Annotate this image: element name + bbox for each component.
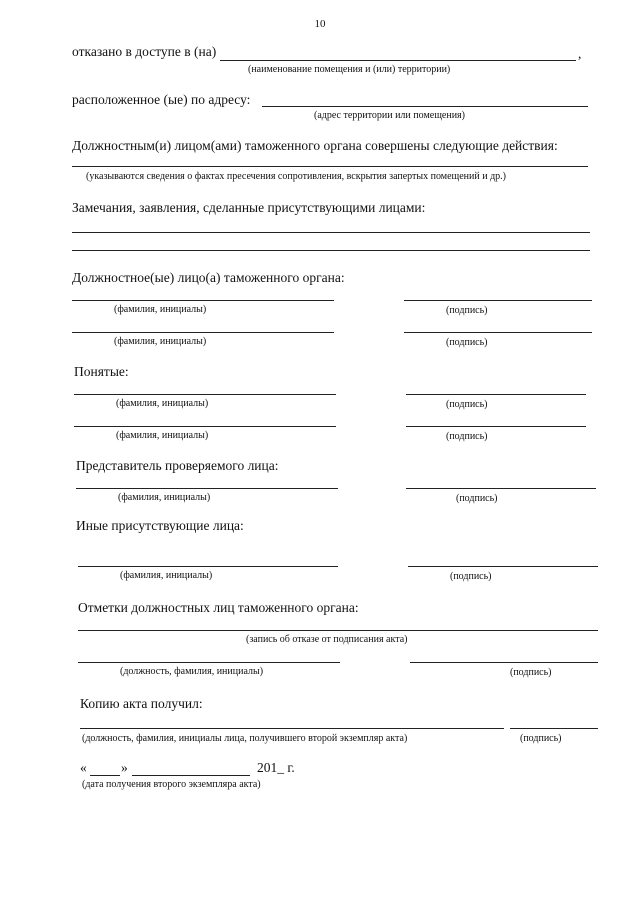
official-2-sign-line[interactable] bbox=[404, 332, 592, 333]
others-name-line[interactable] bbox=[78, 566, 338, 567]
marks-sign-line[interactable] bbox=[410, 662, 598, 663]
copy-sign-caption: (подпись) bbox=[520, 733, 562, 744]
marks-refusal-caption: (запись об отказе от подписания акта) bbox=[246, 634, 408, 645]
address-caption: (адрес территории или помещения) bbox=[314, 110, 465, 121]
others-heading: Иные присутствующие лица: bbox=[76, 518, 244, 533]
page-number: 10 bbox=[314, 18, 326, 30]
witnesses-heading: Понятые: bbox=[74, 364, 129, 379]
others-name-caption: (фамилия, инициалы) bbox=[120, 570, 213, 581]
officials-heading: Должностное(ые) лицо(а) таможенного органа: bbox=[72, 270, 345, 285]
others-sign-line[interactable] bbox=[408, 566, 598, 567]
marks-sign-caption: (подпись) bbox=[510, 667, 552, 678]
witness-2-name-caption: (фамилия, инициалы) bbox=[116, 430, 209, 441]
access-comma: , bbox=[578, 46, 582, 61]
official-1-sign-line[interactable] bbox=[404, 300, 592, 301]
witness-2-name-line[interactable] bbox=[74, 426, 336, 427]
copy-sign-line[interactable] bbox=[510, 728, 598, 729]
access-fill-line[interactable] bbox=[220, 60, 576, 61]
representative-name-caption: (фамилия, инициалы) bbox=[118, 492, 211, 503]
date-year: 201_ г. bbox=[257, 760, 295, 775]
official-1-name-caption: (фамилия, инициалы) bbox=[114, 304, 207, 315]
date-caption: (дата получения второго экземпляра акта) bbox=[82, 779, 261, 790]
official-1-sign-caption: (подпись) bbox=[446, 305, 488, 316]
marks-refusal-line[interactable] bbox=[78, 630, 598, 631]
date-day-line[interactable] bbox=[90, 775, 120, 776]
representative-sign-line[interactable] bbox=[406, 488, 596, 489]
representative-heading: Представитель проверяемого лица: bbox=[76, 458, 279, 473]
official-2-sign-caption: (подпись) bbox=[446, 337, 488, 348]
official-2-name-line[interactable] bbox=[72, 332, 334, 333]
representative-name-line[interactable] bbox=[76, 488, 338, 489]
witness-1-name-caption: (фамилия, инициалы) bbox=[116, 398, 209, 409]
actions-heading: Должностным(и) лицом(ами) таможенного органа совершены следующие действия: bbox=[72, 138, 558, 153]
remarks-line-2[interactable] bbox=[72, 250, 590, 251]
date-month-line[interactable] bbox=[132, 775, 250, 776]
address-label: расположенное (ые) по адресу: bbox=[72, 92, 251, 107]
marks-position-caption: (должность, фамилия, инициалы) bbox=[120, 666, 264, 677]
actions-fill-line[interactable] bbox=[72, 166, 588, 167]
representative-sign-caption: (подпись) bbox=[456, 493, 498, 504]
witness-1-name-line[interactable] bbox=[74, 394, 336, 395]
official-1-name-line[interactable] bbox=[72, 300, 334, 301]
others-sign-caption: (подпись) bbox=[450, 571, 492, 582]
copy-recipient-line[interactable] bbox=[80, 728, 504, 729]
address-fill-line[interactable] bbox=[262, 106, 588, 107]
access-caption: (наименование помещения и (или) территории) bbox=[248, 64, 451, 75]
marks-heading: Отметки должностных лиц таможенного органа: bbox=[78, 600, 359, 615]
remarks-heading: Замечания, заявления, сделанные присутствующими лицами: bbox=[72, 200, 426, 215]
remarks-line-1[interactable] bbox=[72, 232, 590, 233]
copy-recipient-caption: (должность, фамилия, инициалы лица, получившего второй экземпляр акта) bbox=[82, 733, 408, 744]
copy-heading: Копию акта получил: bbox=[80, 696, 203, 711]
date-close-quote: » bbox=[121, 760, 128, 775]
access-label: отказано в доступе в (на) bbox=[72, 44, 217, 59]
official-2-name-caption: (фамилия, инициалы) bbox=[114, 336, 207, 347]
witness-2-sign-caption: (подпись) bbox=[446, 431, 488, 442]
marks-position-line[interactable] bbox=[78, 662, 340, 663]
witness-1-sign-line[interactable] bbox=[406, 394, 586, 395]
actions-caption: (указываются сведения о фактах пресечения сопротивления, вскрытия запертых помещений и др.) bbox=[86, 171, 507, 182]
witness-2-sign-line[interactable] bbox=[406, 426, 586, 427]
witness-1-sign-caption: (подпись) bbox=[446, 399, 488, 410]
date-open-quote: « bbox=[80, 760, 87, 775]
